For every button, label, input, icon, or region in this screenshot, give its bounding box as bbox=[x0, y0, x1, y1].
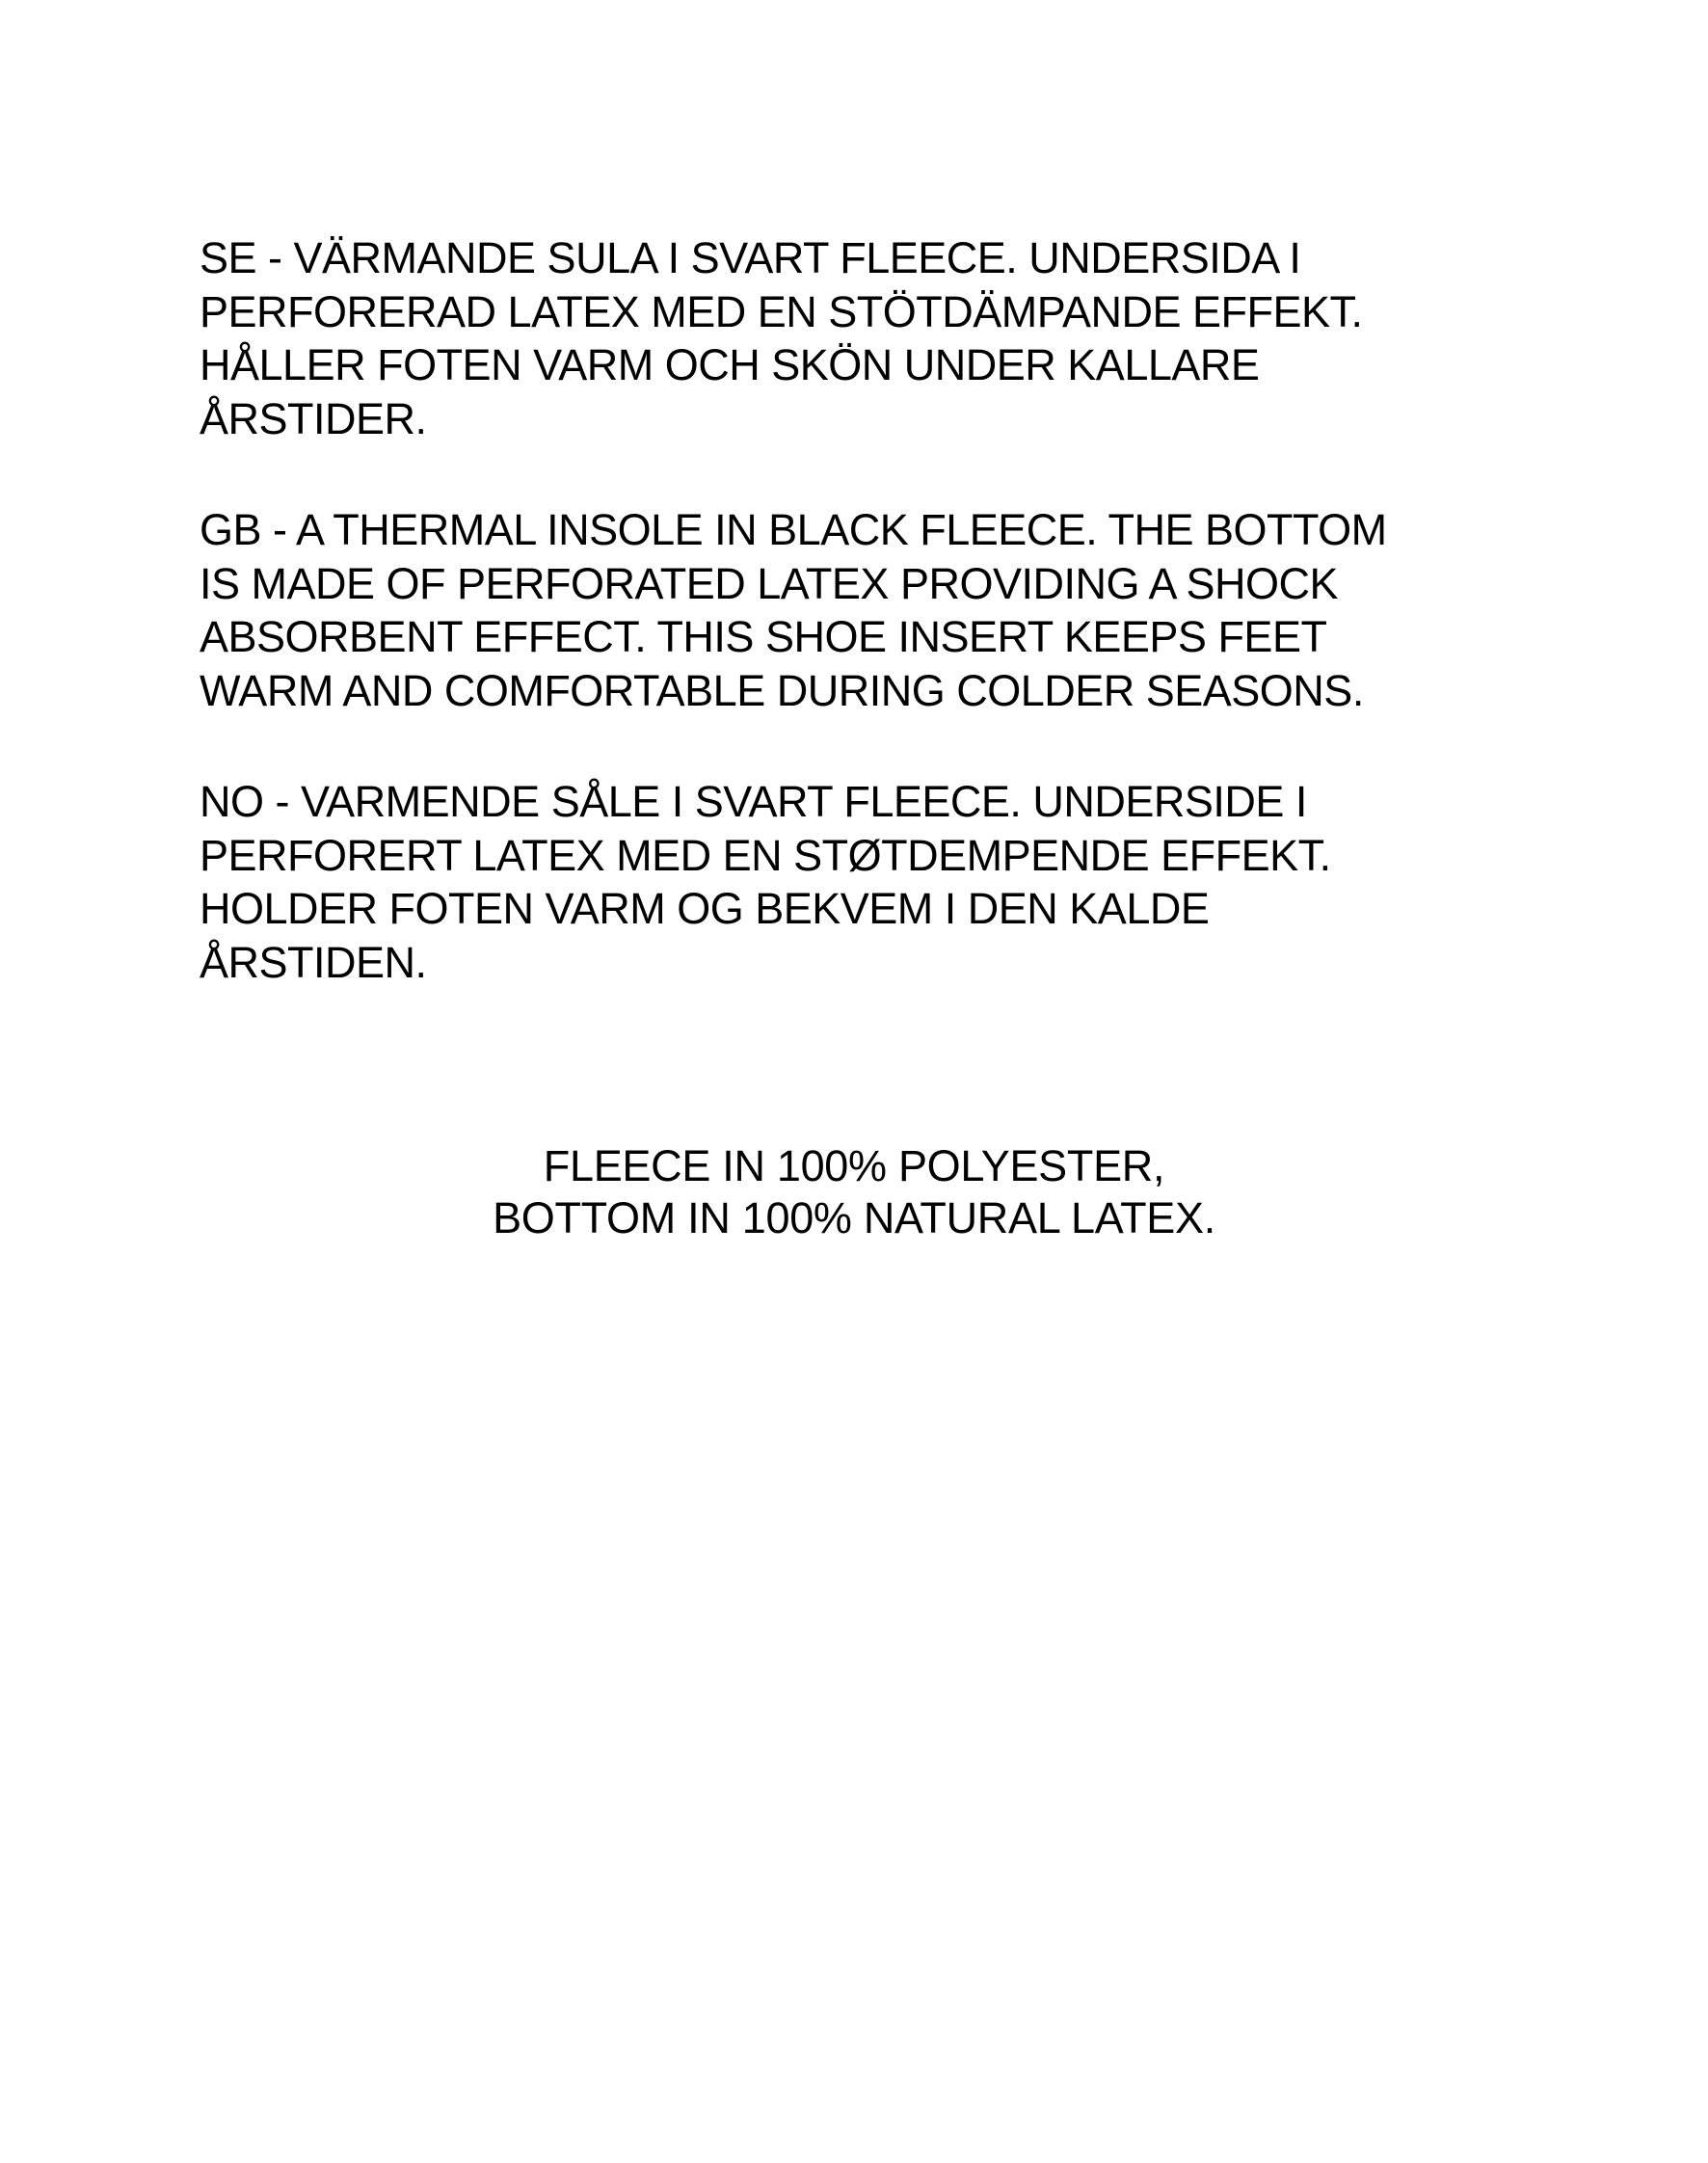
composition-line: FLEECE IN 100% POLYESTER, bbox=[543, 1141, 1165, 1190]
description-line: GB - A THERMAL INSOLE IN BLACK FLEECE. THE BOTTOM bbox=[200, 505, 1387, 554]
product-description bbox=[200, 231, 1530, 1047]
description-line: WARM AND COMFORTABLE DURING COLDER SEASONS. bbox=[200, 665, 1364, 715]
composition-line: BOTTOM IN 100% NATURAL LATEX. bbox=[493, 1193, 1215, 1242]
description-line: ÅRSTIDER. bbox=[200, 393, 427, 443]
description-swedish bbox=[200, 231, 1530, 445]
description-line: ÅRSTIDEN. bbox=[200, 937, 427, 987]
description-norwegian bbox=[200, 775, 1530, 989]
description-line: HOLDER FOTEN VARM OG BEKVEM I DEN KALDE bbox=[200, 884, 1210, 933]
description-line: HÅLLER FOTEN VARM OCH SKÖN UNDER KALLARE bbox=[200, 340, 1260, 389]
description-english bbox=[200, 503, 1530, 717]
description-line: IS MADE OF PERFORATED LATEX PROVIDING A SHOCK bbox=[200, 558, 1339, 608]
material-composition bbox=[0, 1140, 1708, 1244]
description-line: SE - VÄRMANDE SULA I SVART FLEECE. UNDERSIDA I bbox=[200, 233, 1301, 282]
description-line: PERFORERAD LATEX MED EN STÖTDÄMPANDE EFFEKT. bbox=[200, 286, 1363, 336]
description-line: NO - VARMENDE SÅLE I SVART FLEECE. UNDERSIDE I bbox=[200, 777, 1307, 826]
description-line: ABSORBENT EFFECT. THIS SHOE INSERT KEEPS FEET bbox=[200, 612, 1327, 661]
description-line: PERFORERT LATEX MED EN STØTDEMPENDE EFFEKT. bbox=[200, 830, 1331, 880]
